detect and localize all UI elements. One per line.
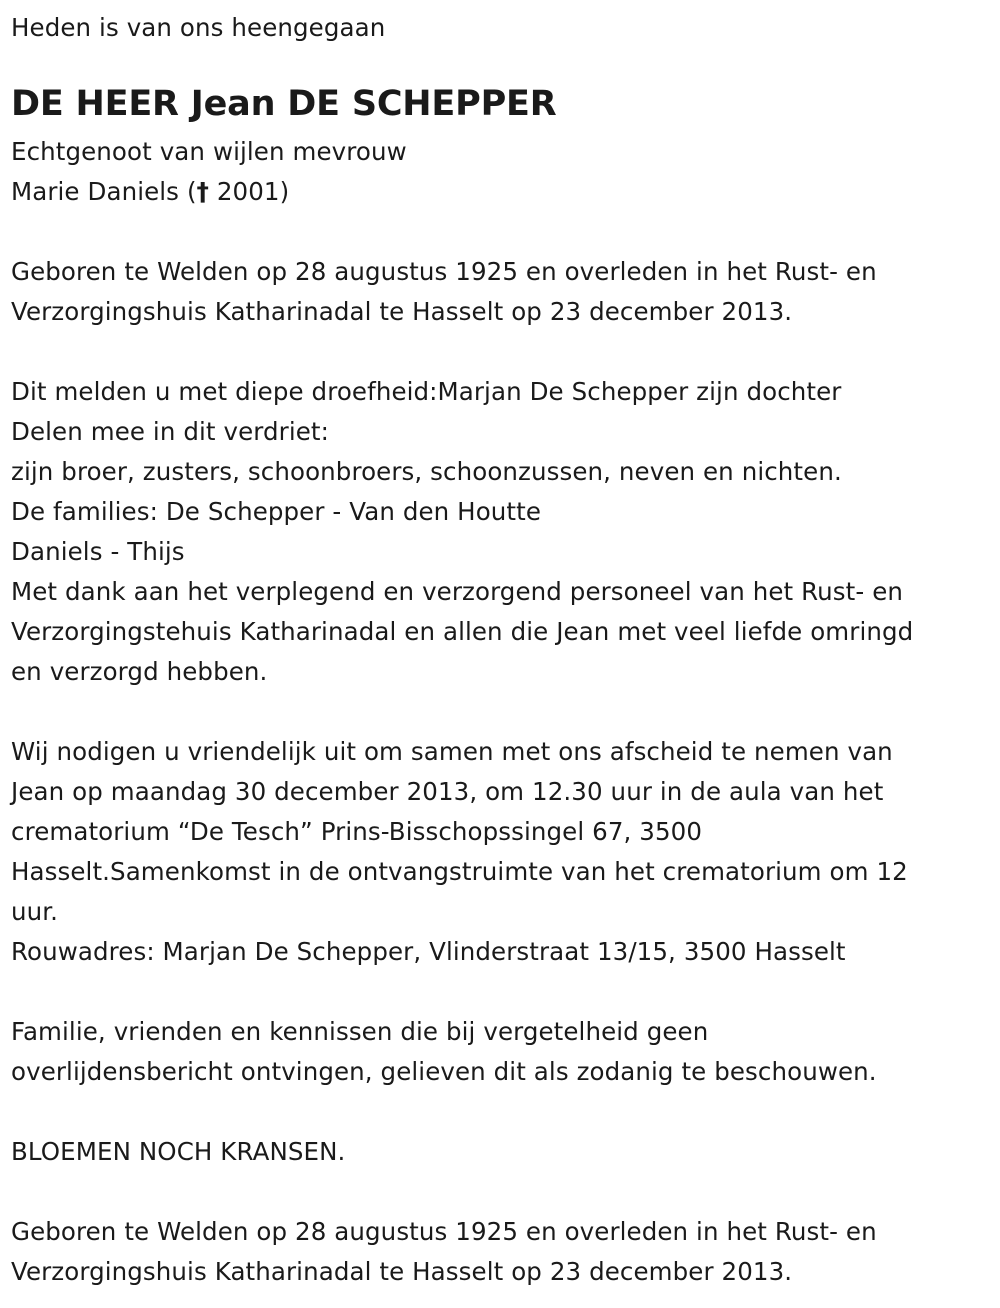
spacer bbox=[11, 1172, 996, 1212]
spouse-line: Echtgenoot van wijlen mevrouw bbox=[11, 137, 407, 166]
family-line: Verzorgingstehuis Katharinadal en allen die Jean met veel liefde omringd bbox=[11, 617, 914, 646]
mourning-address: Rouwadres: Marjan De Schepper, Vlinderstraat 13/15, 3500 Hasselt bbox=[11, 937, 846, 966]
flowers-note: BLOEMEN NOCH KRANSEN. bbox=[11, 1137, 346, 1166]
spacer bbox=[11, 972, 996, 1012]
notice-line: overlijdensbericht ontvingen, gelieven dit als zodanig te beschouwen. bbox=[11, 1057, 877, 1086]
ceremony-line: crematorium “De Tesch” Prins-Bisschopssingel 67, 3500 bbox=[11, 817, 703, 846]
family-line: Daniels - Thijs bbox=[11, 537, 185, 566]
birth-death-line-repeat: Geboren te Welden op 28 augustus 1925 en overleden in het Rust- en bbox=[11, 1217, 877, 1246]
spouse-name: Marie Daniels ( bbox=[11, 177, 197, 206]
obituary-notice bbox=[11, 8, 996, 1292]
ceremony-line: Wij nodigen u vriendelijk uit om samen met ons afscheid te nemen van bbox=[11, 737, 893, 766]
spouse-death-year: 2001) bbox=[208, 177, 290, 206]
spacer bbox=[11, 1092, 996, 1132]
family-line: De families: De Schepper - Van den Houtte bbox=[11, 497, 542, 526]
intro-text: Heden is van ons heengegaan bbox=[11, 13, 386, 42]
family-line: zijn broer, zusters, schoonbroers, schoonzussen, neven en nichten. bbox=[11, 457, 842, 486]
family-line: en verzorgd hebben. bbox=[11, 657, 268, 686]
spacer bbox=[11, 692, 996, 732]
spouse-name-line bbox=[11, 172, 996, 212]
family-line: Dit melden u met diepe droefheid:Marjan De Schepper zijn dochter bbox=[11, 377, 842, 406]
ceremony-line: uur. bbox=[11, 897, 59, 926]
spacer bbox=[11, 332, 996, 372]
family-line: Delen mee in dit verdriet: bbox=[11, 417, 329, 446]
birth-death-line: Geboren te Welden op 28 augustus 1925 en overleden in het Rust- en bbox=[11, 257, 877, 286]
birth-death-line: Verzorgingshuis Katharinadal te Hasselt op 23 december 2013. bbox=[11, 297, 793, 326]
spacer bbox=[11, 212, 996, 252]
notice-line: Familie, vrienden en kennissen die bij vergetelheid geen bbox=[11, 1017, 709, 1046]
deceased-name: DE HEER Jean DE SCHEPPER bbox=[11, 84, 557, 124]
ceremony-line: Jean op maandag 30 december 2013, om 12.30 uur in de aula van het bbox=[11, 777, 884, 806]
cross-icon: † bbox=[196, 177, 209, 206]
family-line: Met dank aan het verplegend en verzorgend personeel van het Rust- en bbox=[11, 577, 903, 606]
ceremony-line: Hasselt.Samenkomst in de ontvangstruimte van het crematorium om 12 bbox=[11, 857, 908, 886]
birth-death-line-repeat: Verzorgingshuis Katharinadal te Hasselt op 23 december 2013. bbox=[11, 1257, 793, 1286]
